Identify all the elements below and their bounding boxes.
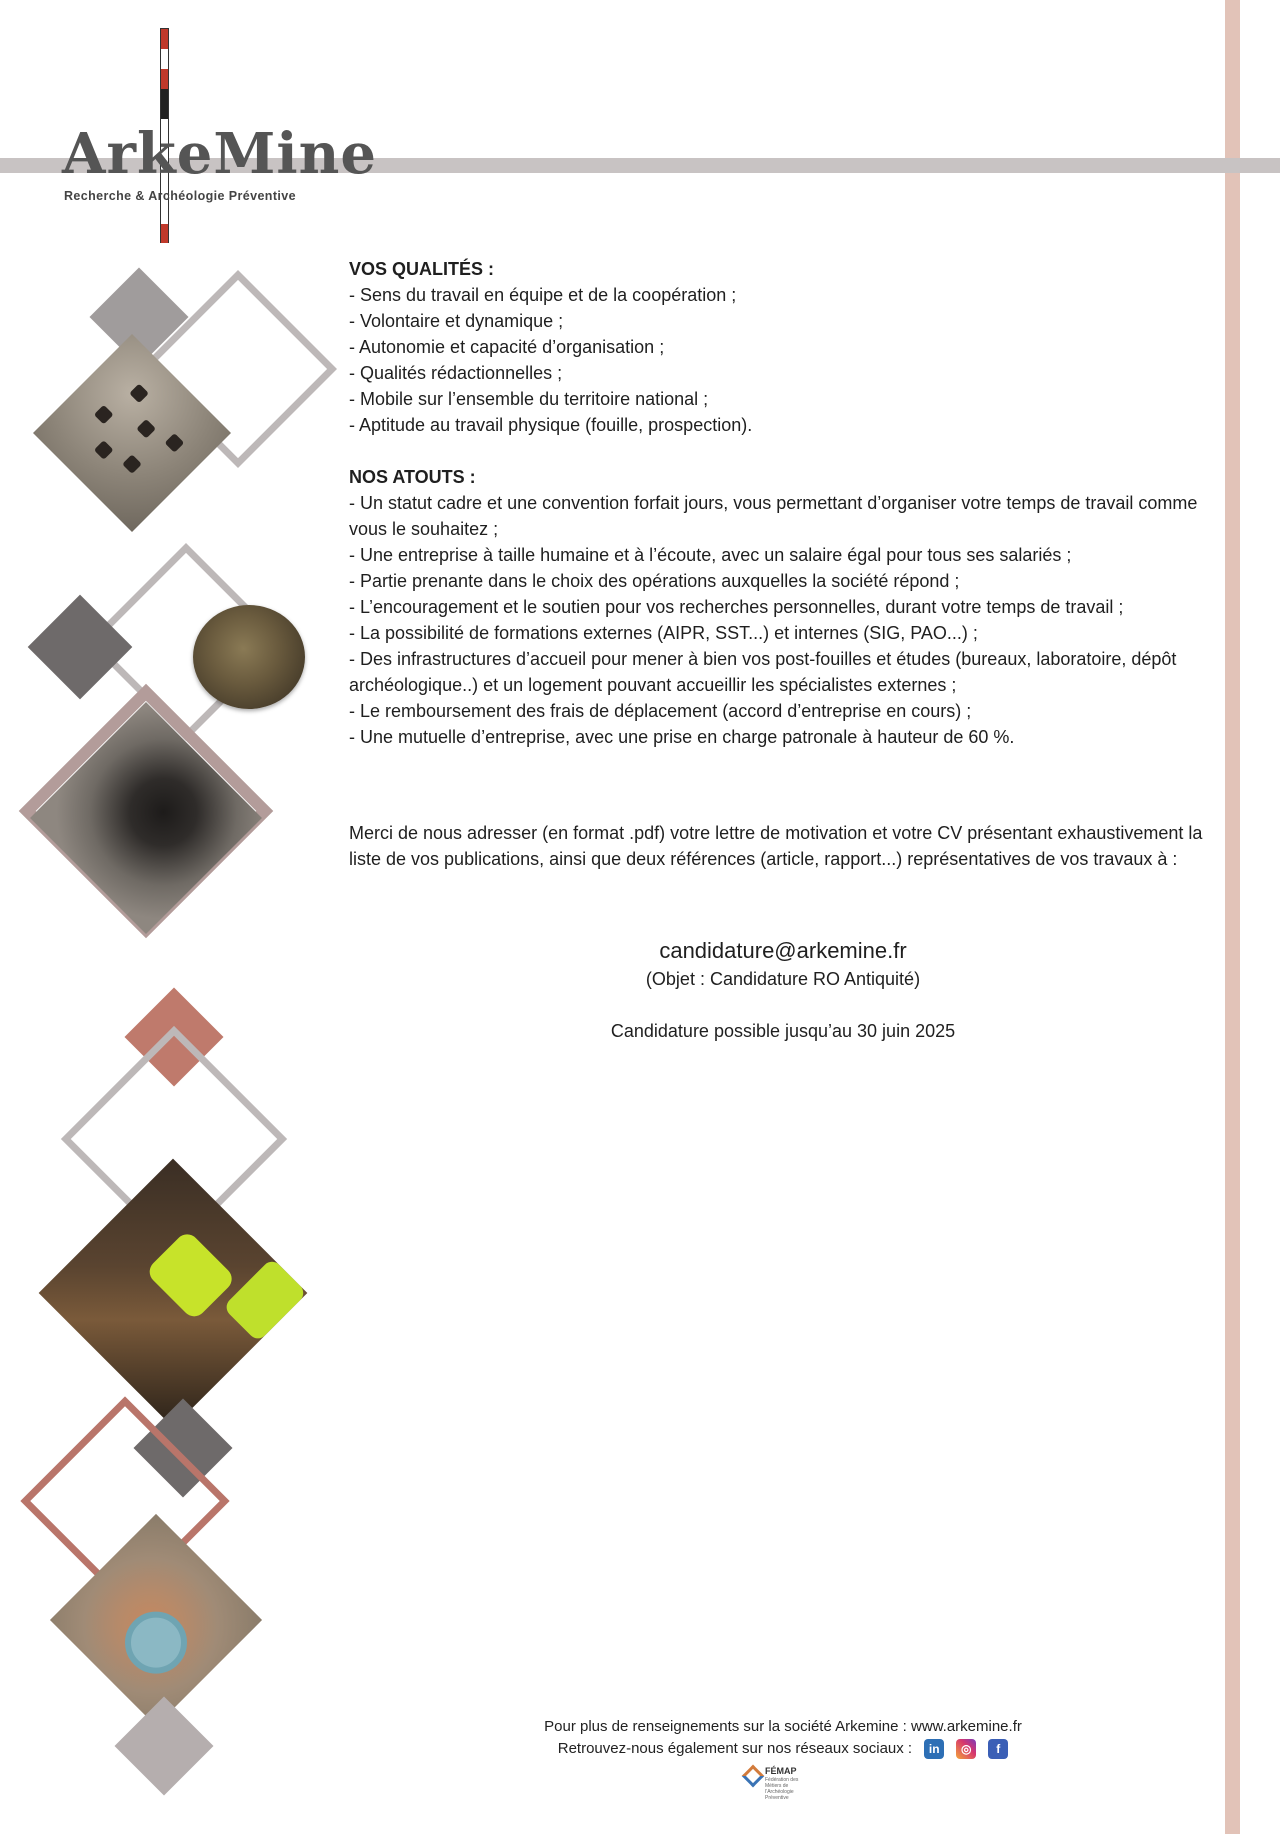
footer-social-label: Retrouvez-nous également sur nos réseaux sociaux : [557, 1740, 913, 1757]
atouts-heading: NOS ATOUTS : [349, 467, 476, 487]
main-content [349, 256, 1217, 872]
atout-item: - Le remboursement des frais de déplacement (accord d’entreprise en cours) ; [349, 701, 972, 721]
diamond-gray-2 [115, 1697, 214, 1796]
facebook-icon[interactable]: f [988, 1739, 1008, 1759]
femap-logo [745, 1766, 815, 1801]
atout-item: - L’encouragement et le soutien pour vos recherches personnelles, durant votre temps de travail ; [349, 597, 1124, 617]
logo-subtitle: Recherche & Archéologie Préventive [64, 189, 296, 203]
linkedin-icon[interactable]: in [924, 1739, 944, 1759]
qualite-item: - Autonomie et capacité d’organisation ; [349, 337, 665, 357]
femap-mark-icon [742, 1765, 765, 1788]
photo-roman-coin [193, 605, 305, 709]
femap-tagline: Fédération des Métiers de l’Archéologie Préventive [765, 1777, 799, 1801]
atout-item: - Un statut cadre et une convention forfait jours, vous permettant d’organiser votre temps de travail comme vous le souhaitez ; [349, 493, 1198, 539]
atout-item: - Partie prenante dans le choix des opérations auxquelles la société répond ; [349, 571, 960, 591]
atout-item: - La possibilité de formations externes (AIPR, SST...) et internes (SIG, PAO...) ; [349, 623, 978, 643]
femap-name: FÉMAP [765, 1766, 797, 1776]
diamond-dark-1 [28, 595, 133, 700]
footer-social-row [349, 1738, 1217, 1760]
application-text: Merci de nous adresser (en format .pdf) votre lettre de motivation et votre CV présentant exhaustivement la liste de vos publications, ainsi que deux références (article, rapport...) représentatives de vos travaux à : [349, 823, 1203, 869]
instagram-icon[interactable]: ◎ [956, 1739, 976, 1759]
right-decorative-strip [1225, 0, 1240, 1834]
qualites-heading: VOS QUALITÉS : [349, 259, 495, 279]
logo-wordmark: ArkeMine [62, 121, 377, 187]
atout-item: - Une mutuelle d’entreprise, avec une prise en charge patronale à hauteur de 60 %. [349, 727, 1015, 747]
social-links [924, 1739, 1008, 1759]
atout-item: - Une entreprise à taille humaine et à l’écoute, avec un salaire égal pour tous ses salariés ; [349, 545, 1072, 565]
qualite-item: - Mobile sur l’ensemble du territoire national ; [349, 389, 709, 409]
application-deadline: Candidature possible jusqu’au 30 juin 2025 [610, 1021, 956, 1041]
photo-archaeologists-team [39, 1159, 308, 1428]
photo-excavation-pit [30, 702, 262, 934]
footer-info: Pour plus de renseignements sur la société Arkemine : www.arkemine.fr [544, 1718, 1022, 1735]
email-subject: (Objet : Candidature RO Antiquité) [645, 969, 921, 989]
qualite-item: - Volontaire et dynamique ; [349, 311, 564, 331]
qualite-item: - Sens du travail en équipe et de la coopération ; [349, 285, 737, 305]
email-link[interactable]: candidature@arkemine.fr [659, 938, 907, 963]
footer [349, 1716, 1217, 1760]
qualite-item: - Aptitude au travail physique (fouille, prospection). [349, 415, 753, 435]
contact-block [349, 936, 1217, 1044]
atout-item: - Des infrastructures d’accueil pour mener à bien vos post-fouilles et études (bureaux, laboratoire, dépôt archéologique..) et un logement pouvant accueillir les spécialistes externes ; [349, 649, 1177, 695]
qualite-item: - Qualités rédactionnelles ; [349, 363, 563, 383]
